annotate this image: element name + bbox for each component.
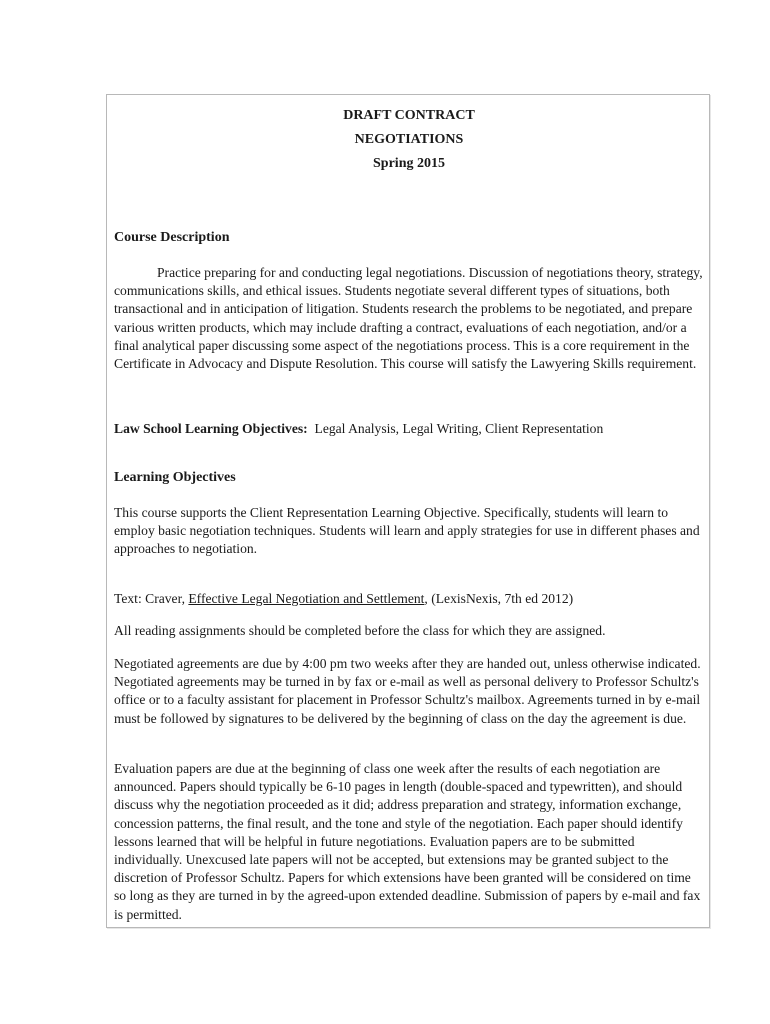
title-line-2: NEGOTIATIONS (354, 132, 464, 147)
law-school-objectives-value: Legal Analysis, Legal Writing, Client Representation (314, 421, 604, 436)
text-reference (114, 590, 706, 608)
law-school-objectives (114, 420, 706, 438)
learning-objectives-heading: Learning Objectives (114, 470, 236, 485)
law-school-objectives-label: Law School Learning Objectives: (114, 421, 308, 436)
title-line-3: Spring 2015 (373, 156, 445, 171)
course-description-body: Practice preparing for and conducting legal negotiations. Discussion of negotiations theory, strategy, communications skills, and ethical issues. Students negotiate several different types of situations, both transactional and in anticipation of litigation. Students research the problems to be negotiated, and prepare various written products, which may include drafting a contract, evaluations of each negotiation, and/or a final analytical paper discussing some aspect of the negotiations process. This is a core requirement in the Certificate in Advocacy and Dispute Resolution. This course will satisfy the Lawyering Skills requirement. (114, 265, 703, 372)
text-reference-suffix: , (LexisNexis, 7th ed 2012) (424, 591, 574, 606)
document-page (106, 94, 710, 928)
textbook-title: Effective Legal Negotiation and Settlement (188, 591, 425, 606)
text-reference-prefix: Text: Craver, (114, 591, 189, 606)
course-description-heading: Course Description (114, 230, 230, 245)
learning-objectives-body: This course supports the Client Representation Learning Objective. Specifically, students will learn to employ basic negotiation techniques. Students will learn and apply strategies for use in different phases and approaches to negotiation. (114, 505, 700, 557)
title-line-1: DRAFT CONTRACT (343, 108, 475, 123)
evaluation-paragraph: Evaluation papers are due at the beginning of class one week after the results of each negotiation are announced. Papers should typically be 6-10 pages in length (double-spaced and typewritten), and should discuss why the negotiation proceeded as it did; address preparation and strategy, information exchange, concession patterns, the final result, and the tone and style of the negotiation. Each paper should identify lessons learned that will be helpful in future negotiations. Evaluation papers are to be submitted individually. Unexcused late papers will not be accepted, but extensions may be granted subject to the discretion of Professor Schultz. Papers for which extensions have been granted will be considered on time so long as they are turned in by the agreed-upon extended deadline. Submission of papers by e-mail and fax is permitted. (114, 761, 701, 922)
agreements-paragraph: Negotiated agreements are due by 4:00 pm two weeks after they are handed out, unless otherwise indicated. Negotiated agreements may be turned in by fax or e-mail as well as personal delivery to Professor Schultz's office or to a faculty assistant for placement in Professor Schultz's mailbox. Agreements turned in by e-mail must be followed by signatures to be delivered by the beginning of class on the day the agreement is due. (114, 656, 701, 726)
reading-note: All reading assignments should be completed before the class for which they are assigned. (114, 623, 606, 638)
